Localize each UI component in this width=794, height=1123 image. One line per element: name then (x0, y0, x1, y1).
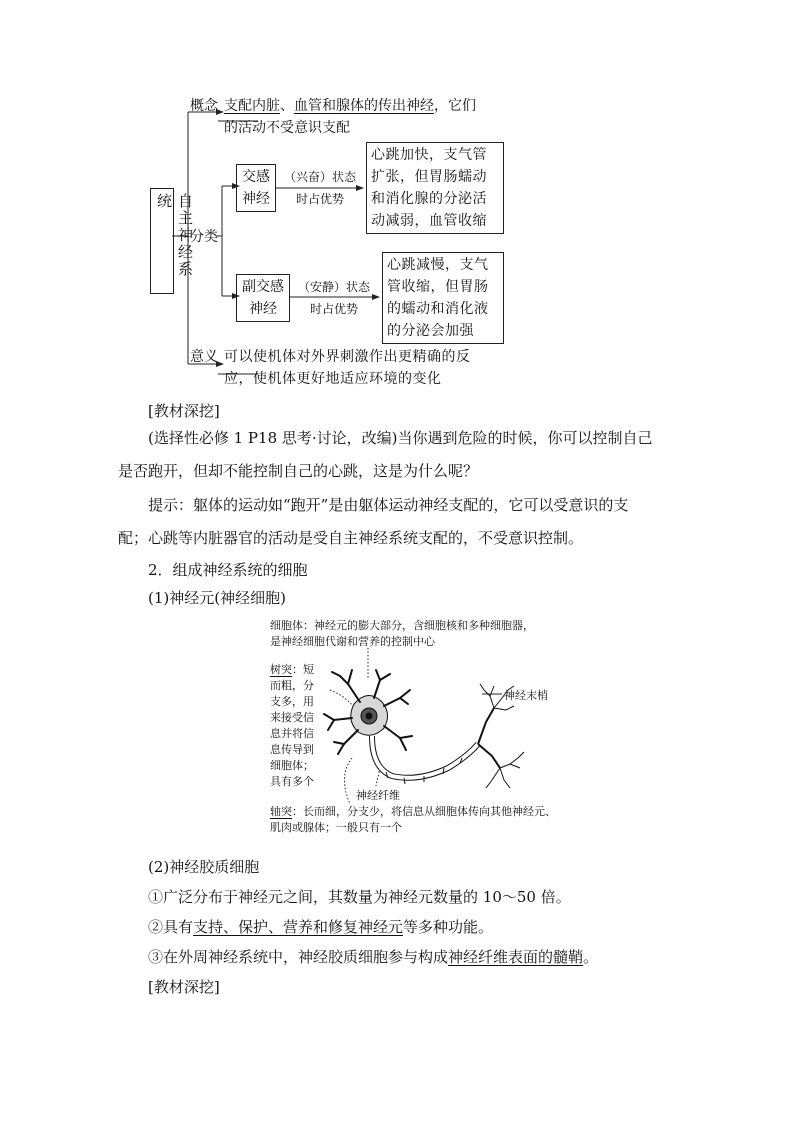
classify-label: 分类 (190, 229, 218, 245)
meaning-label: 意义 (190, 349, 218, 365)
nerve-ending-label: 神经末梢 (504, 689, 548, 702)
question-paragraph: (选择性必修 1 P18 思考·讨论，改编)当你遇到危险的时候，你可以控制自己 (148, 429, 653, 447)
section-2-heading: 2．组成神经系统的细胞 (148, 561, 308, 579)
section-heading-2: [教材深挖] (148, 978, 220, 996)
sympathetic-effect-box: 心跳加快，支气管 扩张，但胃肠蠕动 和消化腺的分泌活 动减弱，血管收缩 (366, 142, 504, 234)
concept-label: 概念 (190, 98, 218, 114)
root-box (150, 188, 194, 294)
answer-paragraph: 提示：躯体的运动如“跑开”是由躯体运动神经支配的，它可以受意识的支 (148, 496, 629, 514)
glia-item-2: ②具有支持、保护、营养和修复神经元等多种功能。 (148, 918, 494, 936)
parasympathetic-effect-box: 心跳减慢，支气 管收缩，但胃肠 的蠕动和消化液 的分泌会加强 (382, 252, 504, 344)
concept-diagram (0, 0, 794, 400)
question-paragraph-cont: 是否跑开，但却不能控制自己的心跳，这是为什么呢？ (118, 462, 479, 480)
glia-subheading: (2)神经胶质细胞 (148, 858, 260, 876)
neuron-soma (351, 695, 388, 735)
dendrite-caption: 树突：短 而粗，分 支多，用 来接受信 息并将信 息传导到 细胞体； 具有多个 (270, 663, 314, 788)
meaning-text: 可以使机体对外界刺激作出更精确的反 应，使机体更好地适应环境的变化 (224, 349, 471, 387)
cell-body-caption: 细胞体：神经元的膨大部分，含细胞核和多种细胞器， 是神经细胞代谢和营养的控制中心 (270, 619, 534, 648)
section-heading: [教材深挖] (148, 402, 220, 420)
root-label: 自主神经系统 (155, 193, 194, 278)
sympathetic-state: （兴奋）状态 时占优势 (283, 170, 356, 206)
neuron-drawing (268, 618, 568, 843)
glia-item-1: ①广泛分布于神经元之间，其数量为神经元数量的 10～50 倍。 (148, 888, 571, 906)
concept-text: 支配内脏、血管和腺体的传出神经，它们 的活动不受意识支配 (224, 98, 476, 136)
glia-item-3: ③在外周神经系统中，神经胶质细胞参与构成神经纤维表面的髓鞘。 (148, 948, 599, 966)
neuron-subheading: (1)神经元(神经细胞) (148, 589, 286, 607)
neuron-figure (268, 618, 568, 843)
parasympathetic-box: 副交感 神经 (236, 274, 290, 322)
nerve-fiber-label: 神经纤维 (356, 789, 400, 802)
sympathetic-box: 交感 神经 (236, 164, 276, 212)
answer-paragraph-cont: 配；心跳等内脏器官的活动是受自主神经系统支配的，不受意识控制。 (118, 529, 584, 547)
axon-caption: 轴突：长而细，分支少，将信息从细胞体传向其他神经元、 肌肉或腺体；一般只有一个 (270, 805, 556, 834)
parasympathetic-state: （安静）状态 时占优势 (297, 280, 370, 316)
